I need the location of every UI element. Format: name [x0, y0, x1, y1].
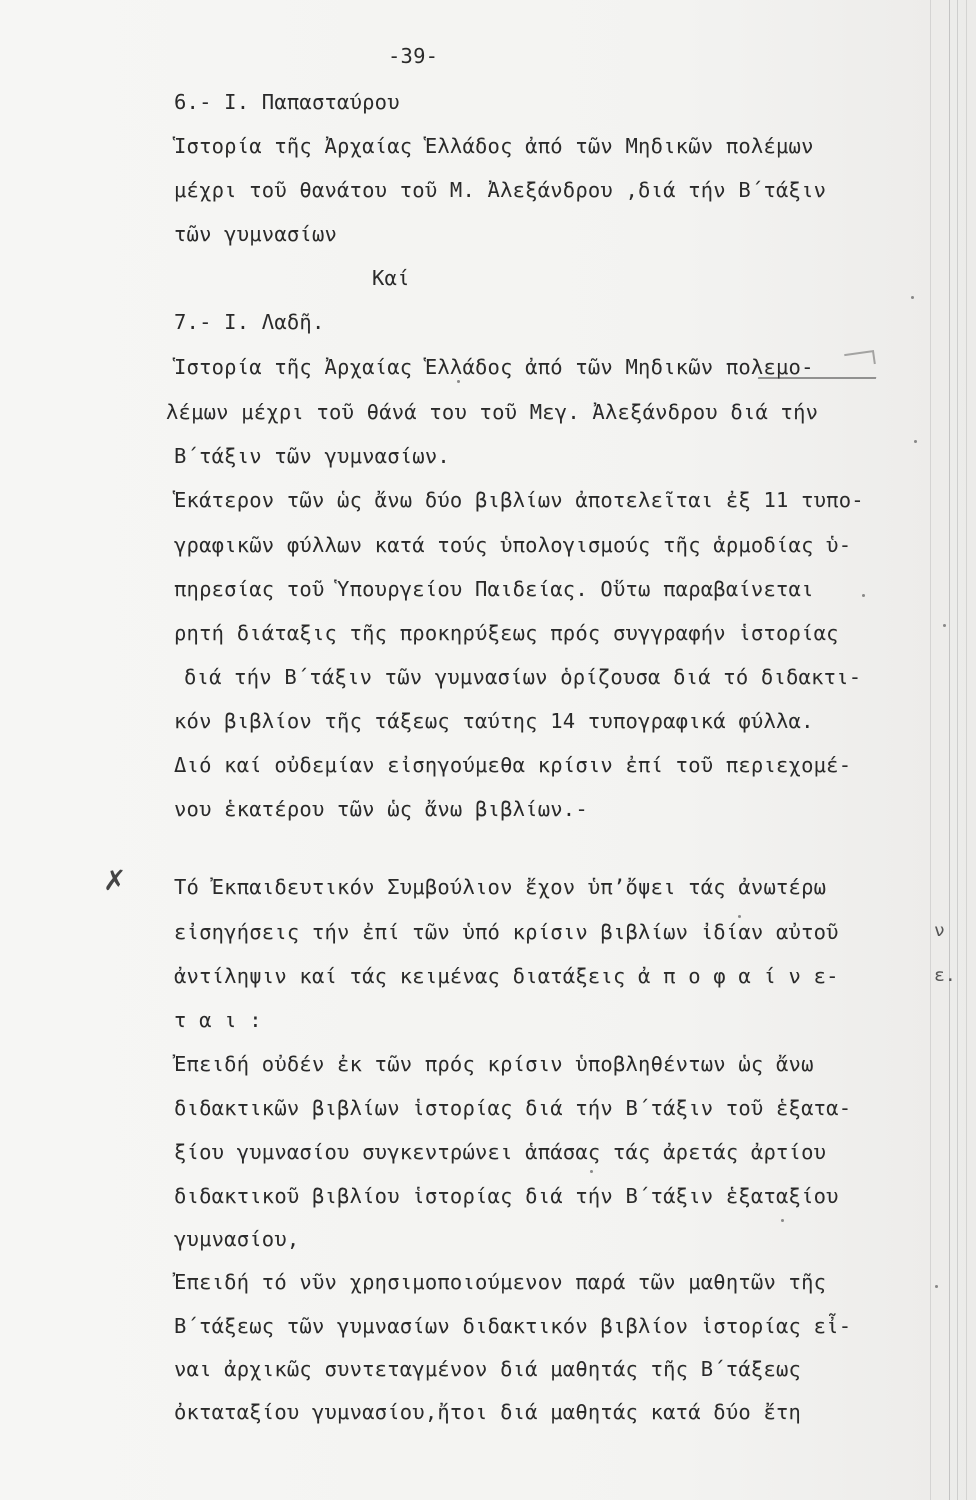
ink-dot — [590, 1170, 593, 1173]
conjunction-line: Καί — [372, 266, 410, 290]
reference-line: 7.- Ι. Λαδῆ. — [174, 310, 325, 334]
paragraph-line: πηρεσίας τοῦ Ὑπουργείου Παιδείας. Οὕτω παραβαίνεται — [174, 577, 814, 601]
ink-dot — [911, 296, 914, 299]
page-edge-line — [930, 0, 931, 1500]
reference-line: Ἱστορία τῆς Ἀρχαίας Ἑλλάδος ἀπό τῶν Μηδικῶν πολεμο- — [174, 355, 814, 379]
paragraph-line: Ἑκάτερον τῶν ὡς ἄνω δύο βιβλίων ἀποτελεῖται ἐξ 11 τυπο- — [174, 488, 864, 512]
decision-line: Ἐπειδή τό νῦν χρησιμοποιούμενον παρά τῶν μαθητῶν τῆς — [174, 1270, 827, 1294]
reference-line: 6.- Ι. Παπασταύρου — [174, 90, 400, 114]
decision-line: διδακτικῶν βιβλίων ἱστορίας διά τήν Β΄τάξιν τοῦ ἑξατα- — [174, 1096, 852, 1120]
margin-note: ε. — [934, 965, 956, 986]
page-edge-line — [957, 0, 958, 1500]
ink-dot — [457, 380, 460, 383]
reference-line: Ἱστορία τῆς Ἀρχαίας Ἑλλάδος ἀπό τῶν Μηδικῶν πολέμων — [174, 134, 814, 158]
paragraph-line: γραφικῶν φύλλων κατά τούς ὑπολογισμούς τῆς ἁρμοδίας ὑ- — [174, 533, 852, 557]
decision-line: ξίου γυμνασίου συγκεντρώνει ἁπάσας τάς ἀρετάς ἀρτίου — [174, 1140, 827, 1164]
decision-line: τ α ι : — [174, 1008, 262, 1032]
decision-line: γυμνασίου, — [174, 1227, 300, 1251]
decision-line: εἰσηγήσεις τήν ἐπί τῶν ὑπό κρίσιν βιβλίων ἰδίαν αὐτοῦ — [174, 920, 839, 944]
reference-line: Β΄τάξιν τῶν γυμνασίων. — [174, 444, 450, 468]
decision-line: διδακτικοῦ βιβλίου ἱστορίας διά τήν Β΄τάξιν ἑξαταξίου — [174, 1184, 839, 1208]
reference-line: μέχρι τοῦ θανάτου τοῦ Μ. Ἀλεξάνδρου ,διά τήν Β΄τάξιν — [174, 178, 827, 202]
ink-dot — [914, 440, 917, 443]
decision-line: ναι ἀρχικῶς συντεταγμένον διά μαθητάς τῆς Β΄τάξεως — [174, 1357, 802, 1381]
paragraph-line: ρητή διάταξις τῆς προκηρύξεως πρός συγγραφήν ἱστορίας — [174, 621, 839, 645]
ink-dot — [781, 1219, 784, 1222]
reference-line: λέμων μέχρι τοῦ θάνά του τοῦ Μεγ. Ἀλεξάνδρου διά τήν — [166, 400, 819, 424]
decision-line: Β΄τάξεως τῶν γυμνασίων διδακτικόν βιβλίον ἱστορίας εἶ- — [174, 1314, 852, 1338]
paragraph-line: κόν βιβλίον τῆς τάξεως ταύτης 14 τυπογραφικά φύλλα. — [174, 709, 814, 733]
paragraph-line: Διό καί οὐδεμίαν εἰσηγούμεθα κρίσιν ἐπί τοῦ περιεχομέ- — [174, 753, 852, 777]
ink-dot — [738, 915, 741, 918]
reference-line: τῶν γυμνασίων — [174, 222, 338, 246]
decision-line: ὀκταταξίου γυμνασίου,ἤτοι διά μαθητάς κατά δύο ἔτη — [174, 1400, 802, 1424]
ink-dot — [935, 1285, 938, 1288]
ink-dot — [943, 624, 946, 627]
decision-line: Ἐπειδή οὐδέν ἐκ τῶν πρός κρίσιν ὑποβληθέντων ὡς ἄνω — [174, 1052, 814, 1076]
margin-note: ν — [934, 920, 945, 941]
margin-x-marker: ✗ — [103, 864, 127, 897]
page-edge-line — [966, 0, 967, 1500]
decision-line: Τό Ἐκπαιδευτικόν Συμβούλιον ἔχον ὑπ’ὄψει τάς ἀνωτέρω — [174, 875, 827, 899]
decision-line: ἀντίληψιν καί τάς κειμένας διατάξεις ἀ π ο φ α ί ν ε- — [174, 964, 839, 988]
paragraph-line: διά τήν Β΄τάξιν τῶν γυμνασίων ὁρίζουσα διά τό διδακτι- — [184, 665, 862, 689]
page-edge-line — [949, 0, 950, 1500]
page-number: -39- — [388, 44, 439, 68]
ink-dot — [862, 594, 865, 597]
paragraph-line: νου ἑκατέρου τῶν ὡς ἄνω βιβλίων.- — [174, 797, 588, 821]
